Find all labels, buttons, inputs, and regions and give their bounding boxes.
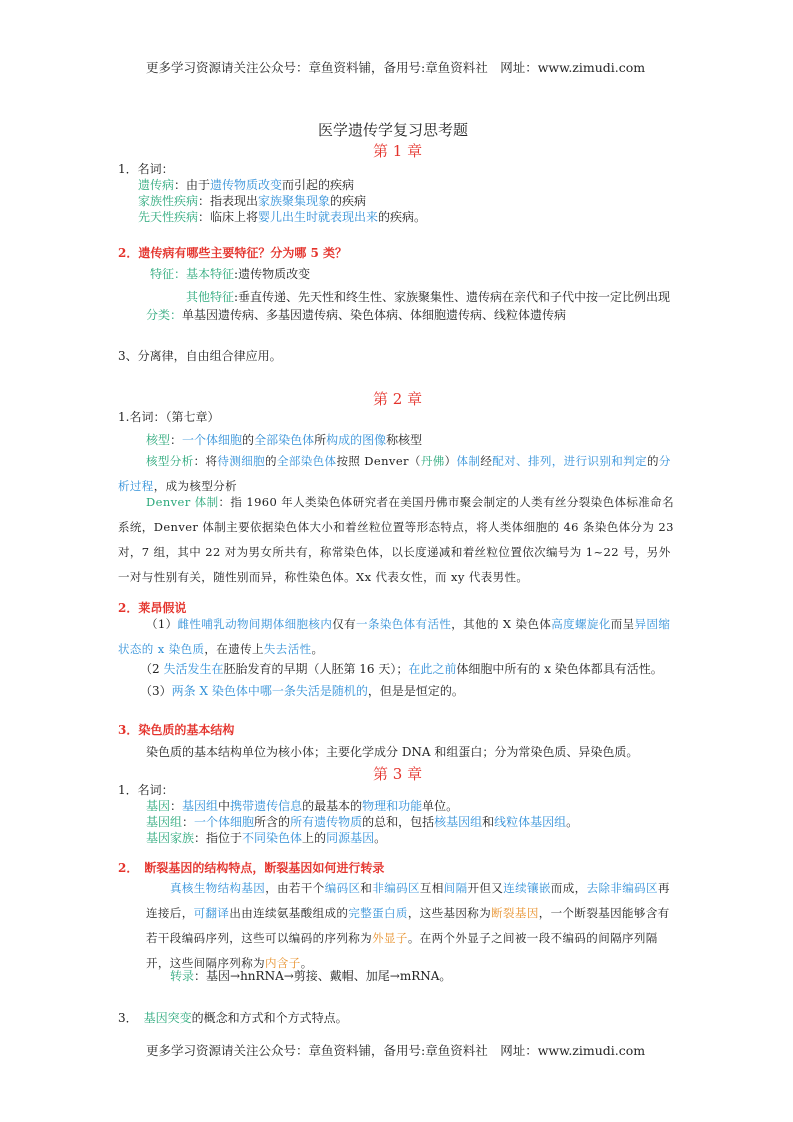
transcription-process: 转录：基因→hnRNA→剪接、戴帽、加尾→mRNA。 [170, 969, 452, 983]
term-familial-disease: 家族性疾病：指表现出家族聚集现象的疾病 [138, 194, 367, 208]
ch2-question-3: 3．染色质的基本结构 [118, 723, 235, 737]
ch2-question-2: 2．莱昂假说 [118, 601, 187, 615]
ch3-question-2: 2． 断裂基因的结构特点，断裂基因如何进行转录 [118, 861, 385, 875]
ch1-question-2: 2．遗传病有哪些主要特征？分为哪 5 类？ [118, 246, 348, 260]
lyon-point-2: （2 失活发生在胚胎发育的早期（人胚第 16 天）；在此之前体细胞中所有的 x 染色体都具有活性。 [140, 662, 663, 676]
document-title: 医学遗传学复习思考题 [318, 121, 469, 139]
term-karyotype-analysis: 核型分析：将待测细胞的全部染色体按照 Denver（丹佛）体制经配对、排列，进行识别和判定的分析过程，成为核型分析 [118, 454, 671, 493]
term-gene: 基因：基因组中携带遗传信息的最基本的物理和功能单位。 [146, 799, 459, 813]
ch1-question-1: 1．名词： [118, 162, 174, 176]
term-genome: 基因组：一个体细胞所含的所有遗传物质的总和，包括核基因组和线粒体基因组。 [146, 815, 579, 829]
ch2-question-1: 1.名词：（第七章） [118, 410, 220, 424]
page-header: 更多学习资源请关注公众号：章鱼资料铺，备用号:章鱼资料社 网址：www.zimudi.com [146, 60, 646, 75]
chapter-2-heading: 第 2 章 [373, 390, 423, 408]
basic-feature: 特征：基本特征:遗传物质改变 [150, 267, 311, 281]
chapter-3-heading: 第 3 章 [373, 765, 423, 783]
lyon-point-1: （1）雌性哺乳动物间期体细胞核内仅有一条染色体有活性，其他的 X 染色体高度螺旋化而呈异固缩状态的 x 染色质，在遗传上失去活性。 [118, 617, 671, 656]
other-features: 其他特征:垂直传递、先天性和终生性、家族聚集性、遗传病在亲代和子代中按一定比例出现 [186, 290, 671, 304]
term-gene-family: 基因家族：指位于不同染色体上的同源基因。 [146, 831, 387, 845]
chapter-1-heading: 第 1 章 [373, 142, 423, 160]
split-gene-description: 真核生物结构基因，由若干个编码区和非编码区互相间隔开但又连续镶嵌而成，去除非编码区再连接后，可翻译出由连续氨基酸组成的完整蛋白质，这些基因称为断裂基因，一个断裂基因能够含有若干段编码序列，这些可以编码的序列称为外显子。在两个外显子之间被一段不编码的间隔序列隔开，这些间隔序列称为内含子。 [146, 881, 670, 970]
term-genetic-disease: 遗传病：由于遗传物质改变而引起的疾病 [138, 178, 355, 192]
term-denver-system: Denver 体制：指 1960 年人类染色体研究者在美国丹佛市聚会制定的人类有丝分裂染色体标准命名系统，Denver 体制主要依据染色体大小和着丝粒位置等形态特点，将人类体细胞的 46 条染色体分为 23 对，7 组，其中 22 对为男女所共有，称常染色体，以长度递减和着丝粒位置依次编号为 1~22 号，另外一对与性别有关，随性别而异，称性染色体。Xx 代表女性，而 xy 代表男性。 [118, 495, 674, 584]
term-congenital-disease: 先天性疾病：临床上将婴儿出生时就表现出来的疾病。 [138, 210, 427, 224]
ch3-question-3: 3． 基因突变的概念和方式和个方式特点。 [118, 1011, 348, 1025]
chromatin-structure: 染色质的基本结构单位为核小体；主要化学成分 DNA 和组蛋白；分为常染色质、异染色质。 [146, 745, 639, 759]
classification: 分类：单基因遗传病、多基因遗传病、染色体病、体细胞遗传病、线粒体遗传病 [146, 308, 567, 322]
lyon-point-3: （3）两条 X 染色体中哪一条失活是随机的，但是是恒定的。 [140, 684, 464, 698]
term-karyotype: 核型：一个体细胞的全部染色体所构成的图像称核型 [146, 433, 423, 447]
ch1-question-3: 3、分离律，自由组合律应用。 [118, 349, 282, 363]
ch3-question-1: 1．名词： [118, 783, 174, 797]
page-footer: 更多学习资源请关注公众号：章鱼资料铺，备用号:章鱼资料社 网址：www.zimudi.com [146, 1043, 646, 1058]
